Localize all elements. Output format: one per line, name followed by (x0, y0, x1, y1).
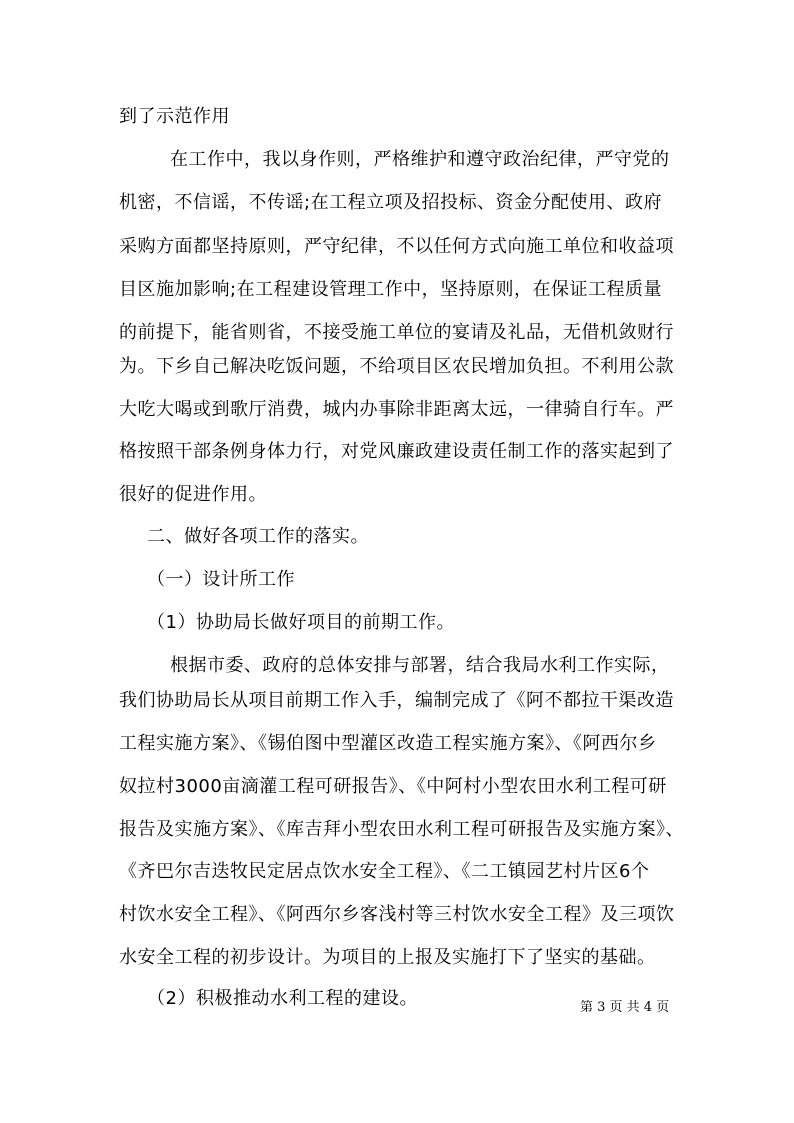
paragraph-line: 我们协助局长从项目前期工作入手，编制完成了《阿不都拉干渠改造 (119, 690, 674, 711)
paragraph-line: 村饮水安全工程》、《阿西尔乡客浅村等三村饮水安全工程》及三项饮 (119, 904, 675, 925)
paragraph-line: 根据市委、政府的总体安排与部署，结合我局水利工作实际， (170, 655, 670, 676)
paragraph-line: 格按照干部条例身体力行，对党风廉政建设责任制工作的落实起到了 (119, 441, 674, 462)
paragraph-line: 很好的促进作用。 (119, 484, 267, 505)
paragraph-line: 采购方面都坚持原则，严守纪律，不以任何方式向施工单位和收益项 (119, 236, 674, 257)
paragraph-line: 目区施加影响;在工程建设管理工作中，坚持原则，在保证工程质量 (119, 279, 663, 300)
paragraph-line: 在工作中，我以身作则，严格维护和遵守政治纪律，严守党的 (170, 149, 670, 170)
paragraph-line: 《齐巴尔吉迭牧民定居点饮水安全工程》、《二工镇园艺村片区6个 (119, 861, 650, 882)
paragraph-line: 到了示范作用 (119, 106, 230, 127)
section-heading: 二、做好各项工作的落实。 (147, 526, 369, 547)
item-heading: （2）积极推动水利工程的建设。 (147, 988, 418, 1009)
paragraph-line: 机密，不信谣，不传谣;在工程立项及招投标、资金分配使用、政府 (119, 192, 663, 213)
paragraph-line: 大吃大喝或到歌厅消费，城内办事除非距离太远，一律骑自行车。严 (119, 399, 674, 420)
page-number-footer: 第 3 页 共 4 页 (580, 1000, 670, 1015)
item-heading: （1）协助局长做好项目的前期工作。 (147, 612, 455, 633)
paragraph-line: 为。下乡自己解决吃饭问题，不给项目区农民增加负担。不利用公款 (119, 356, 674, 377)
paragraph-line: 的前提下，能省则省，不接受施工单位的宴请及礼品，无借机敛财行 (119, 322, 674, 343)
paragraph-line: 报告及实施方案》、《库吉拜小型农田水利工程可研报告及实施方案》、 (119, 819, 684, 840)
subsection-heading: （一）设计所工作 (147, 569, 295, 590)
paragraph-line: 工程实施方案》、《锡伯图中型灌区改造工程实施方案》、《阿西尔乡 (119, 733, 657, 754)
paragraph-line: 水安全工程的初步设计。为项目的上报及实施打下了坚实的基础。 (119, 947, 656, 968)
paragraph-line: 奴拉村3000亩滴灌工程可研报告》、《中阿村小型农田水利工程可研 (119, 776, 667, 797)
